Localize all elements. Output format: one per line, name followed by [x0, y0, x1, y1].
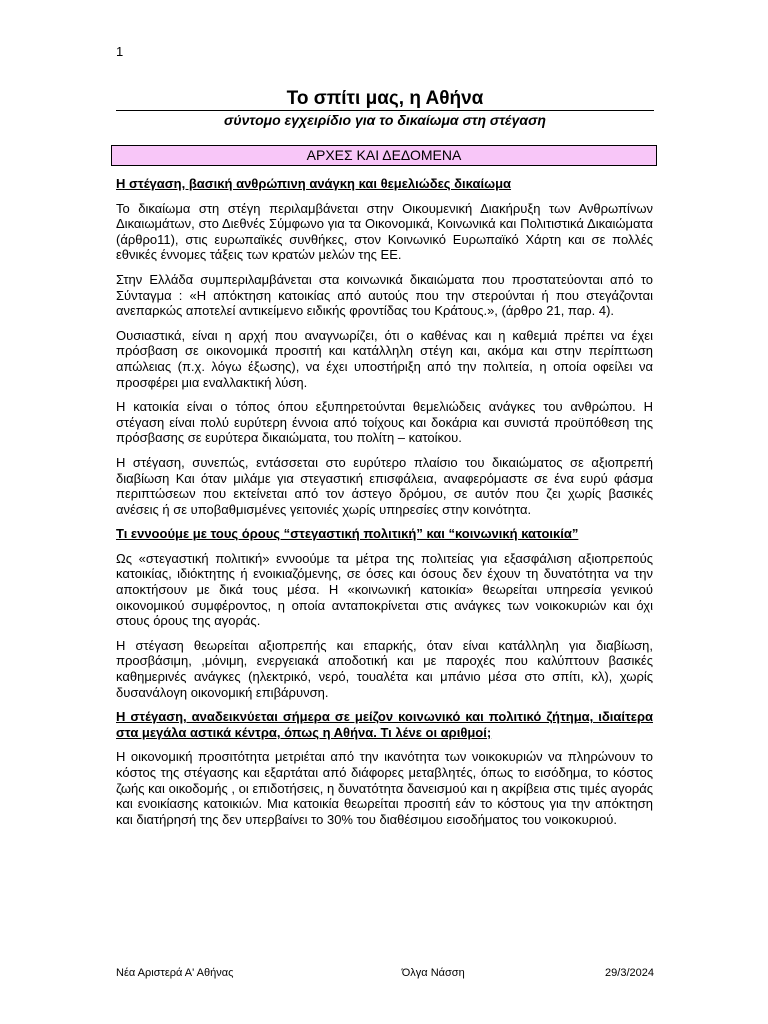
body-paragraph: Η κατοικία είναι ο τόπος όπου εξυπηρετούνται θεμελιώδεις ανάγκες του ανθρώπου. Η στέγαση είναι πολύ ευρύτερη έννοια από τοίχους και δοκάρια και συνιστά προϋπόθεση της πρόσβασης σε ευρύτερα δικαιώματα, του πολίτη – κατοίκου.: [116, 399, 653, 446]
body-paragraph: Το δικαίωμα στη στέγη περιλαμβάνεται στην Οικουμενική Διακήρυξη των Ανθρωπίνων Δικαιωμάτων, στο Διεθνές Σύμφωνο για τα Οικονομικά, Κοινωνικά και Πολιτιστικά Δικαιώματα (άρθρο11), στις ευρωπαϊκές συνθήκες, στον Κοινωνικό Ευρωπαϊκό Χάρτη και σε πολλές εθνικές έννομες τάξεις των κρατών μελών της ΕΕ.: [116, 200, 653, 263]
section-heading: Η στέγαση, βασική ανθρώπινη ανάγκη και θεμελιώδες δικαίωμα: [116, 176, 512, 191]
body-paragraph: Ως «στεγαστική πολιτική» εννοούμε τα μέτρα της πολιτείας για εξασφάλιση αξιοπρεπούς κατοικίας, ιδιόκτητης ή ενοικιαζόμενης, σε όσες και όσους δεν έχουν τη δυνατότητα να την αποκτήσουν με δικά τους μέσα. Η «κοινωνική κατοικία» θεωρείται υπηρεσία γενικού οικονομικού συμφέροντος, η οποία ανταποκρίνεται στις ανάγκες των νοικοκυριών και όχι στους όρους της αγοράς.: [116, 550, 653, 629]
body-paragraph: Η στέγαση, συνεπώς, εντάσσεται στο ευρύτερο πλαίσιο του δικαιώματος σε αξιοπρεπή διαβίωση Και όταν μιλάμε για στεγαστική επισφάλεια, αναφερόμαστε σε ένα ευρύ φάσμα περιπτώσεων που εκτείνεται από τον άστεγο δρόμου, σε αυτόν που ζει χωρίς βασικές ανέσεις ή σε υποβαθμισμένες γειτονιές χωρίς υπηρεσίες στην κοινότητα.: [116, 454, 653, 517]
body-paragraph: Η οικονομική προσιτότητα μετριέται από την ικανότητα των νοικοκυριών να πληρώνουν το κόστος της στέγασης και εξαρτάται από διάφορες μεταβλητές, όπως το εισόδημα, το κόστος ζωής και οικοδομής , οι επιδοτήσεις, η δυνατότητα δανεισμού και η ακρίβεια στις τιμές αγοράς και ενοικίασης κατοικιών. Μια κατοικία θεωρείται προσιτή εάν το κόστους για την απόκτηση και διατήρησή της δεν υπερβαίνει το 30% του διαθέσιμου εισοδήματος του νοικοκυριού.: [116, 749, 653, 827]
page-number: 1: [116, 44, 124, 59]
body-paragraph: Στην Ελλάδα συμπεριλαμβάνεται στα κοινωνικά δικαιώματα που προστατεύονται από το Σύνταγμα : «Η απόκτηση κατοικίας από αυτούς που την στερούνται ή που στεγάζονται ανεπαρκώς αποτελεί αντικείμενο ειδικής φροντίδας του Κράτους.», (άρθρο 21, παρ. 4).: [116, 271, 653, 319]
title-divider: [116, 110, 654, 111]
footer-organization: Νέα Αριστερά Α' Αθήνας: [116, 967, 234, 979]
document-body: [116, 176, 653, 836]
footer-author: Όλγα Νάσση: [401, 967, 465, 979]
body-paragraph: Η στέγαση θεωρείται αξιοπρεπής και επαρκής, όταν είναι κατάλληλη για διαβίωση, προσβάσιμη, ,μόνιμη, ενεργειακά αποδοτική και με παροχές που καλύπτουν βασικές καθημερινές ανάγκες (ηλεκτρικό, νερό, τουαλέτα και μπάνιο μέσα στο σπίτι, κλ), χωρίς δυσανάλογη οικονομική επιβάρυνση.: [116, 637, 653, 700]
document-subtitle: σύντομο εγχειρίδιο για το δικαίωμα στη στέγαση: [224, 112, 546, 128]
section-title-box: ΑΡΧΕΣ ΚΑΙ ΔΕΔΟΜΕΝΑ: [111, 145, 657, 166]
body-paragraph: Ουσιαστικά, είναι η αρχή που αναγνωρίζει, ότι ο καθένας και η καθεμιά πρέπει να έχει πρόσβαση σε οικονομικά προσιτή και κατάλληλη στέγη και, ακόμα και στην περίπτωση απώλειας (π.χ. λόγω έξωσης), να έχει υποστήριξη από την πολιτεία, η οποία οφείλει να προσφέρει μια εναλλακτική λύση.: [116, 327, 653, 390]
footer-date: 29/3/2024: [605, 967, 654, 979]
section-heading: Η στέγαση, αναδεικνύεται σήμερα σε μείζον κοινωνικό και πολιτικό ζήτημα, ιδιαίτερα στα μεγάλα αστικά κέντρα, όπως η Αθήνα. Τι λένε οι αριθμοί;: [116, 709, 653, 740]
document-title: Το σπίτι μας, η Αθήνα: [286, 88, 484, 109]
page-footer: [116, 967, 654, 979]
section-heading: Τι εννοούμε με τους όρους “στεγαστική πολιτική” και “κοινωνική κατοικία”: [116, 526, 579, 542]
